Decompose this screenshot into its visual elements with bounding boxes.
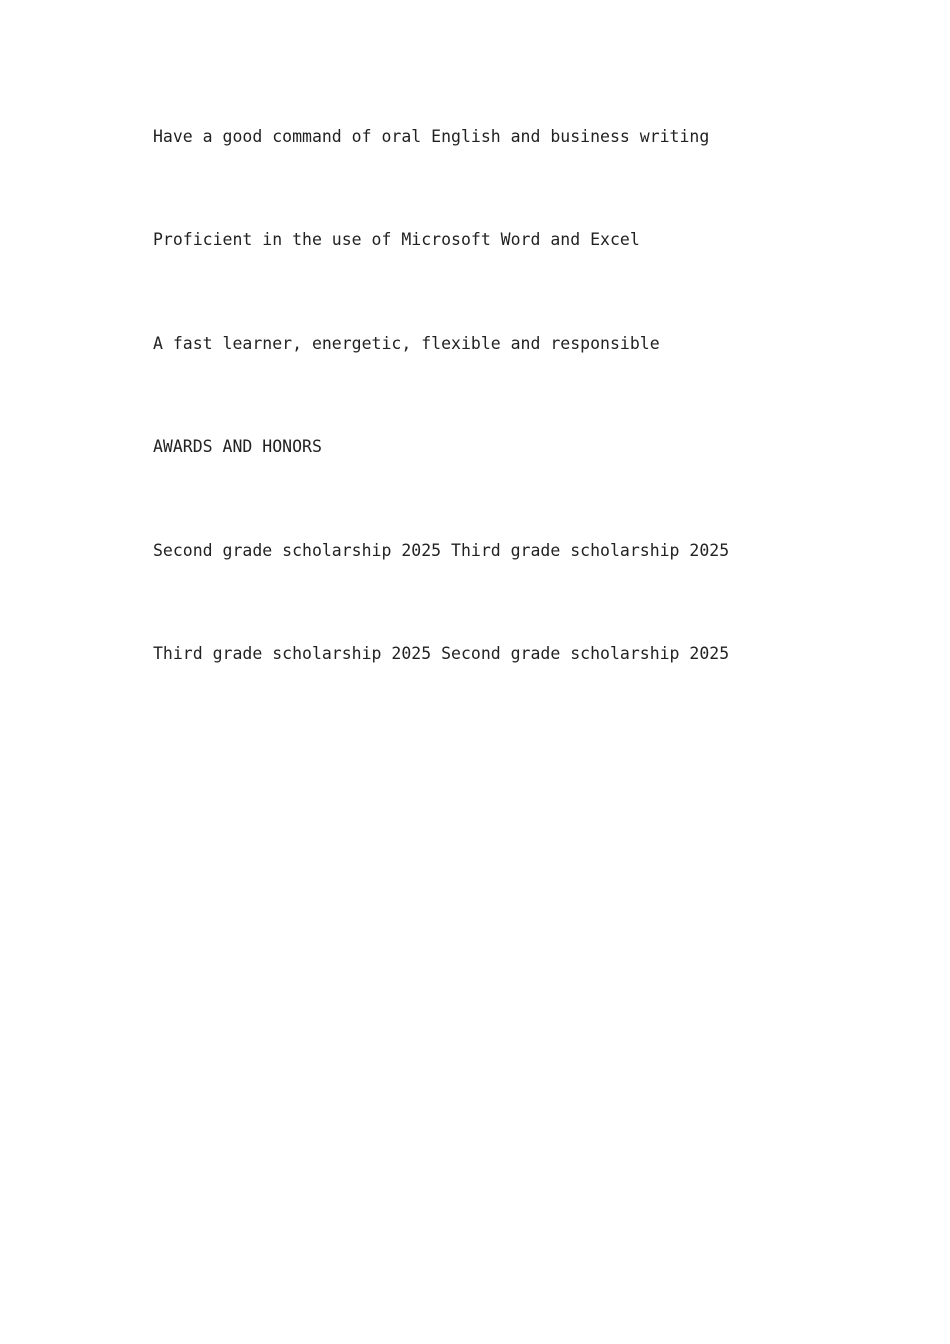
skill-line: Have a good command of oral English and business writing bbox=[153, 127, 710, 146]
award-line: Third grade scholarship 2025 Second grade scholarship 2025 bbox=[153, 644, 730, 663]
award-line: Second grade scholarship 2025 Third grade scholarship 2025 bbox=[153, 541, 730, 560]
awards-heading: AWARDS AND HONORS bbox=[153, 437, 322, 456]
skill-line: A fast learner, energetic, flexible and responsible bbox=[153, 334, 660, 353]
skill-line: Proficient in the use of Microsoft Word and Excel bbox=[153, 230, 640, 249]
